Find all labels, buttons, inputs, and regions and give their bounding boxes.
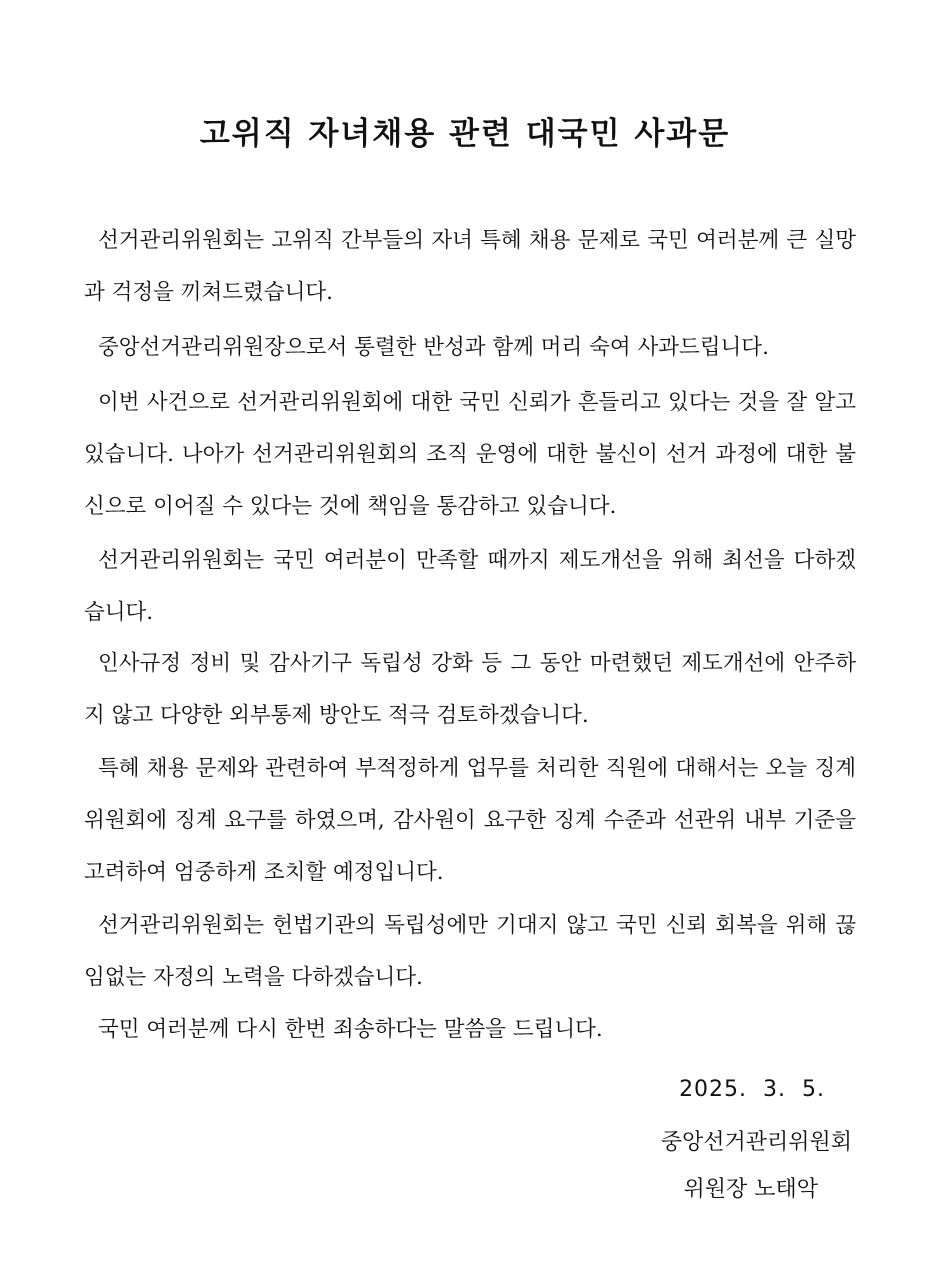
organization-name: 중앙선거관리위원회: [660, 1130, 852, 1155]
paragraph-4: [84, 535, 856, 639]
paragraph-2-text: 중앙선거관리위원장으로서 통렬한 반성과 함께 머리 숙여 사과드립니다.: [98, 335, 769, 360]
paragraph-4-text: 선거관리위원회는 국민 여러분이 만족할 때까지 제도개선을 위해 최선을 다하겠습니다.: [84, 548, 856, 625]
document-date: 2025. 3. 5.: [679, 1077, 825, 1102]
paragraph-8-text: 국민 여러분께 다시 한번 죄송하다는 말씀을 드립니다.: [98, 1017, 603, 1042]
paragraph-8: [84, 1004, 856, 1056]
document-title: 고위직 자녀채용 관련 대국민 사과문: [199, 116, 731, 152]
paragraph-7-text: 선거관리위원회는 헌법기관의 독립성에만 기대지 않고 국민 신뢰 회복을 위해 끊임없는 자정의 노력을 다하겠습니다.: [84, 913, 856, 990]
paragraph-3: [84, 377, 856, 533]
paragraph-5: [84, 638, 856, 742]
paragraph-3-text: 이번 사건으로 선거관리위원회에 대한 국민 신뢰가 흔들리고 있다는 것을 잘 알고 있습니다. 나아가 선거관리위원회의 조직 운영에 대한 불신이 선거 과정에 대한 불신으로 이어질 수 있다는 것에 책임을 통감하고 있습니다.: [84, 390, 856, 519]
paragraph-7: [84, 900, 856, 1004]
paragraph-2: [84, 322, 856, 374]
signer-name: 위원장 노태악: [683, 1177, 818, 1202]
paragraph-1-text: 선거관리위원회는 고위직 간부들의 자녀 특혜 채용 문제로 국민 여러분께 큰 실망과 걱정을 끼쳐드렸습니다.: [84, 228, 856, 305]
paragraph-5-text: 인사규정 정비 및 감사기구 독립성 강화 등 그 동안 마련했던 제도개선에 안주하지 않고 다양한 외부통제 방안도 적극 검토하겠습니다.: [84, 651, 856, 728]
paragraph-1: [84, 215, 856, 319]
paragraph-6-text: 특혜 채용 문제와 관련하여 부적정하게 업무를 처리한 직원에 대해서는 오늘 징계위원회에 징계 요구를 하였으며, 감사원이 요구한 징계 수준과 선관위 내부 기준을 고려하여 엄중하게 조치할 예정입니다.: [84, 756, 856, 885]
paragraph-6: [84, 743, 856, 899]
